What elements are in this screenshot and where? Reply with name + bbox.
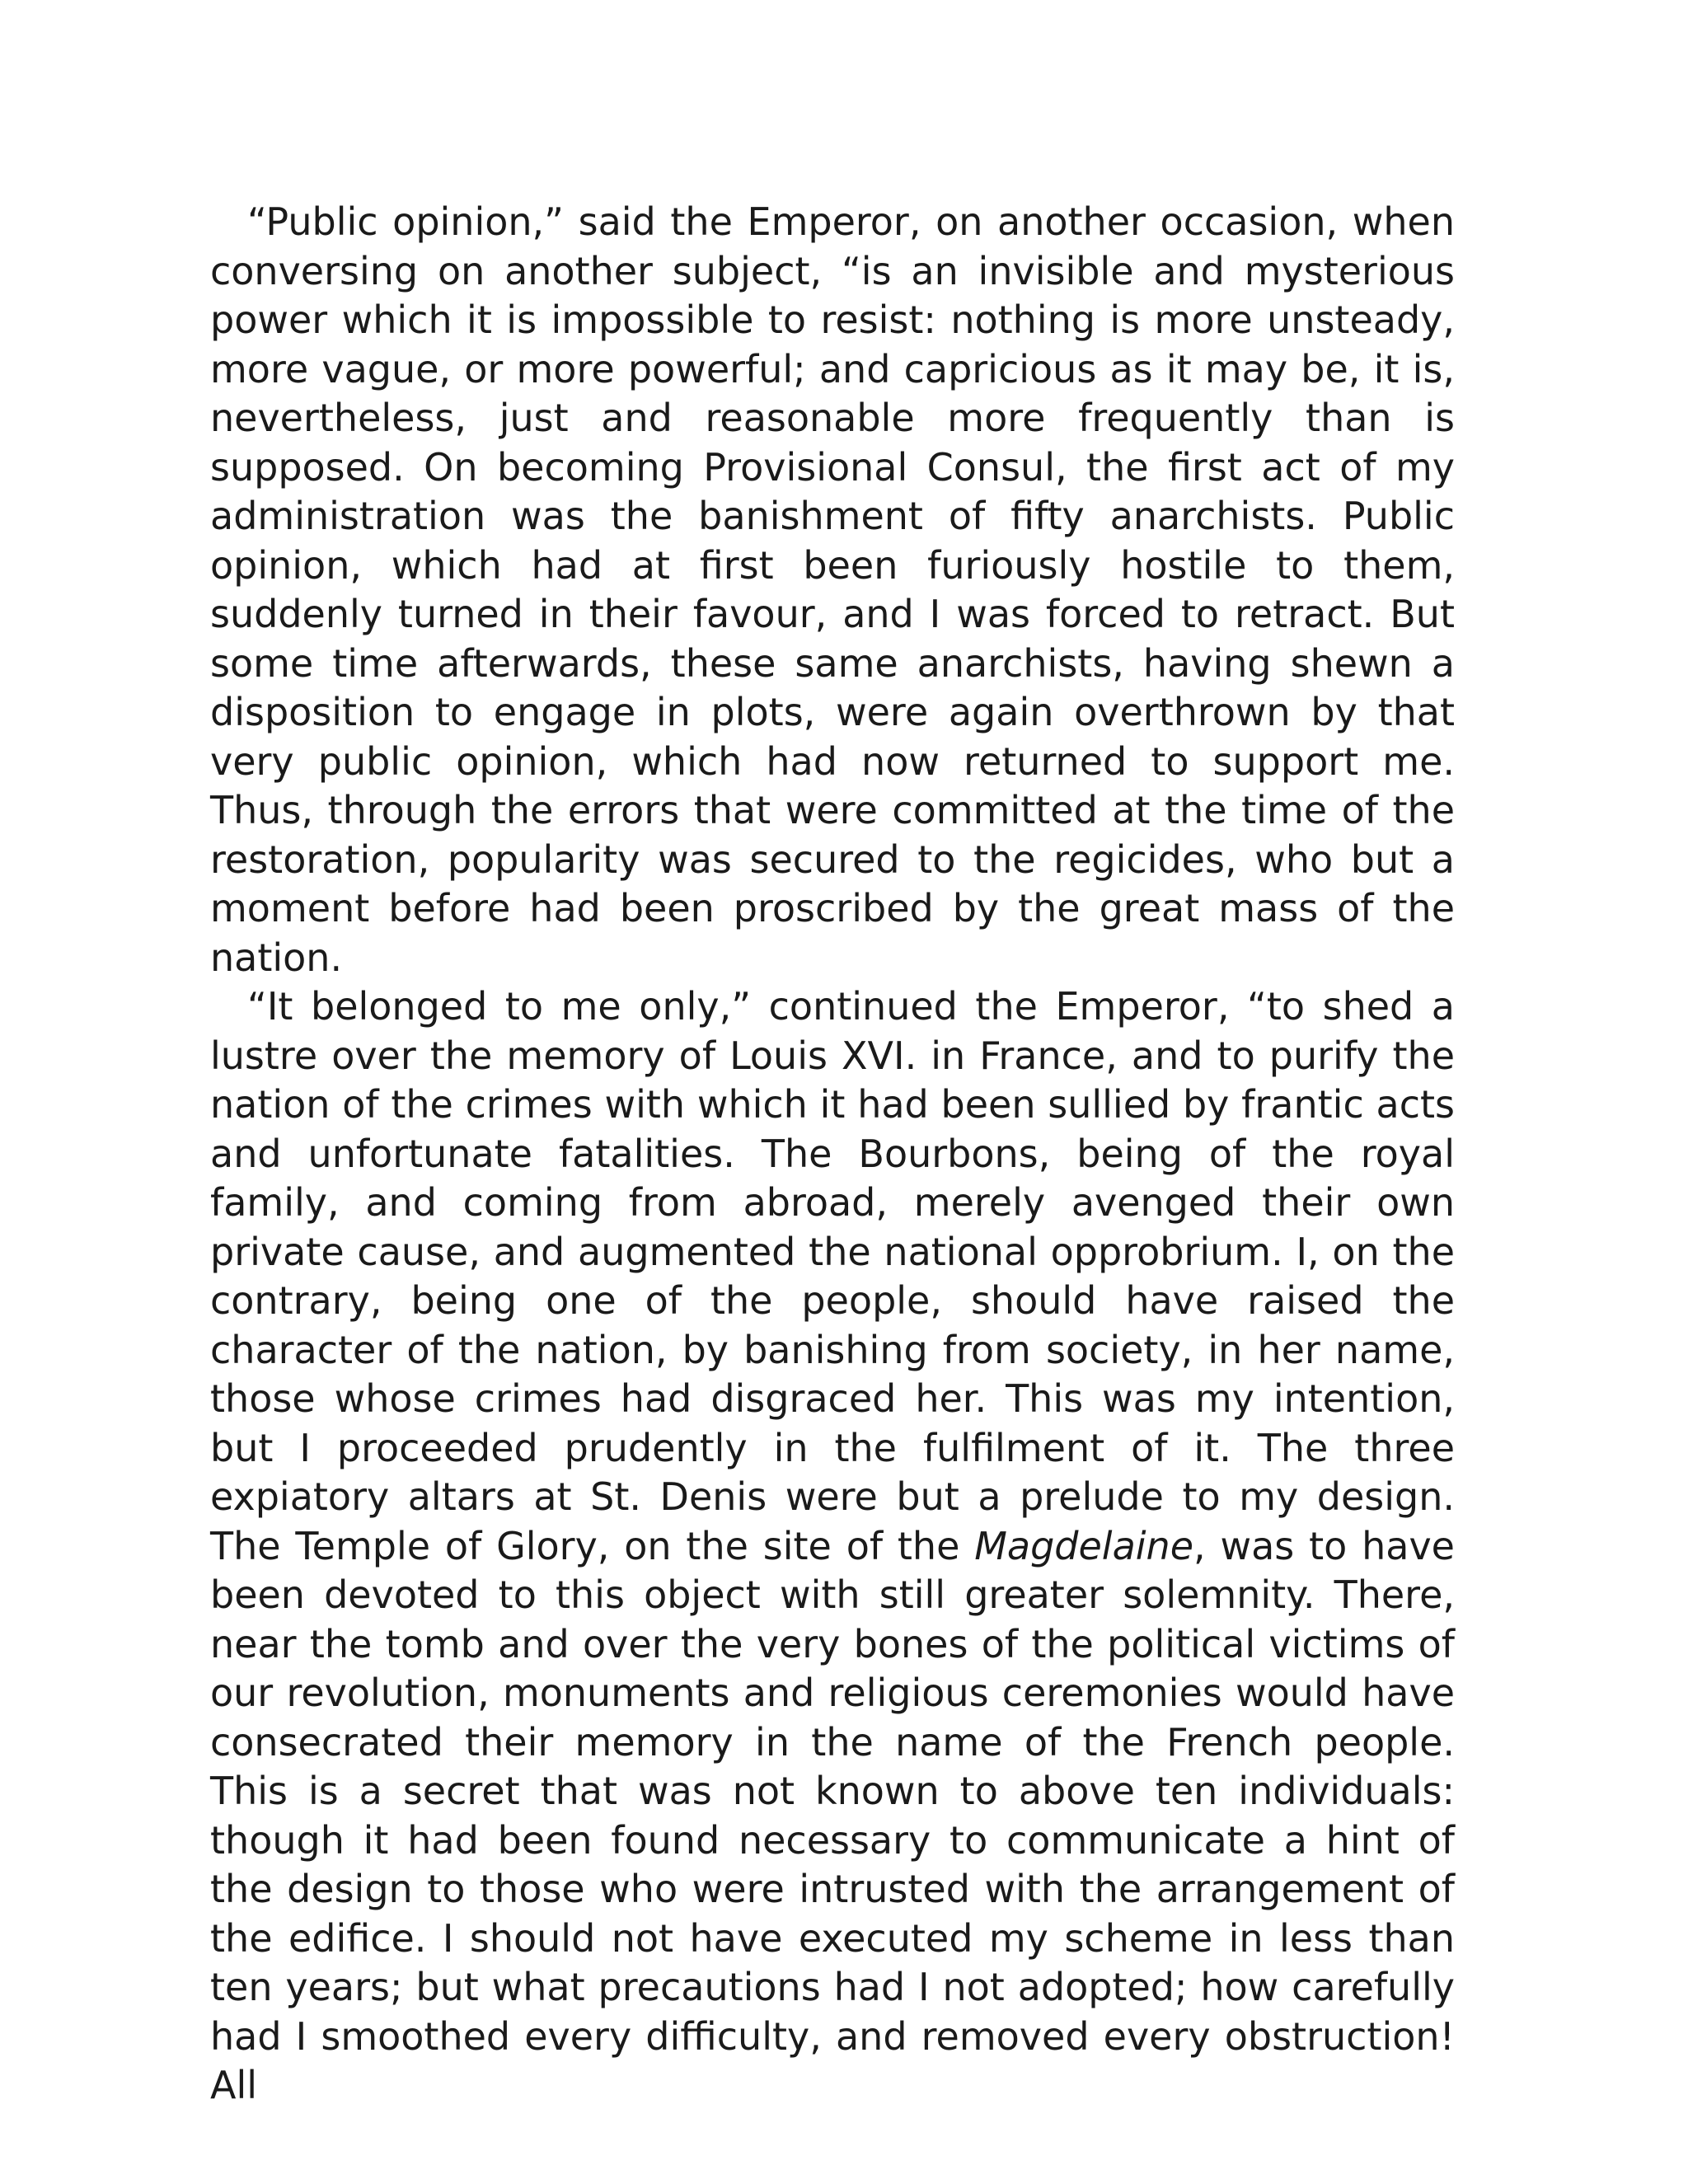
paragraph-text: “It belonged to me only,” continued the Emperor, “to shed a lustre over the memory of Louis XVI. in France, and to purify the nation of the crimes with which it had been sullied by frantic acts and unfortunate fatalities. The Bourbons, being of the royal family, and coming from abroad, merely avenged their own private cause, and augmented the national opprobrium. I, on the contrary, being one of the people, should have raised the character of the nation, by banishing from society, in her name, those whose crimes had disgraced her. This was my intention, but I proceeded prudently in the fulfilment of it. The three expiatory altars at St. Denis were but a prelude to my design. The Temple of Glory, on the site of the bbox=[210, 984, 1455, 1568]
paragraph-public-opinion bbox=[210, 198, 1455, 982]
italic-term: Magdelaine bbox=[974, 1523, 1193, 1568]
paragraph-text: “Public opinion,” said the Emperor, on another occasion, when conversing on another subject, “is an invisible and mysterious power which it is impossible to resist: nothing is more unsteady, more vague, or more powerful; and capricious as it may be, it is, nevertheless, just and reasonable more frequently than is supposed. On becoming Provisional Consul, the first act of my administration was the banishment of fifty anarchists. Public opinion, which had at first been furiously hostile to them, suddenly turned in their favour, and I was forced to retract. But some time afterwards, these same anarchists, having shewn a disposition to engage in plots, were again overthrown by that very public opinion, which had now returned to support me. Thus, through the errors that were committed at the time of the restoration, popularity was secured to the regicides, who but a moment before had been proscribed by the great mass of the nation. bbox=[210, 199, 1455, 980]
body-text bbox=[210, 198, 1455, 2111]
paragraph-louis-xvi bbox=[210, 982, 1455, 2111]
paragraph-text: , was to have been devoted to this object with still greater solemnity. There, near the tomb and over the very bones of the political victims of our revolution, monuments and religious ceremonies would have consecrated their memory in the name of the French people. This is a secret that was not known to above ten individuals: though it had been found necessary to communicate a hint of the design to those who were intrusted with the arrangement of the edifice. I should not have executed my scheme in less than ten years; but what precautions had I not adopted; how carefully had I smoothed every difficulty, and removed every obstruction! All bbox=[210, 1523, 1455, 2107]
